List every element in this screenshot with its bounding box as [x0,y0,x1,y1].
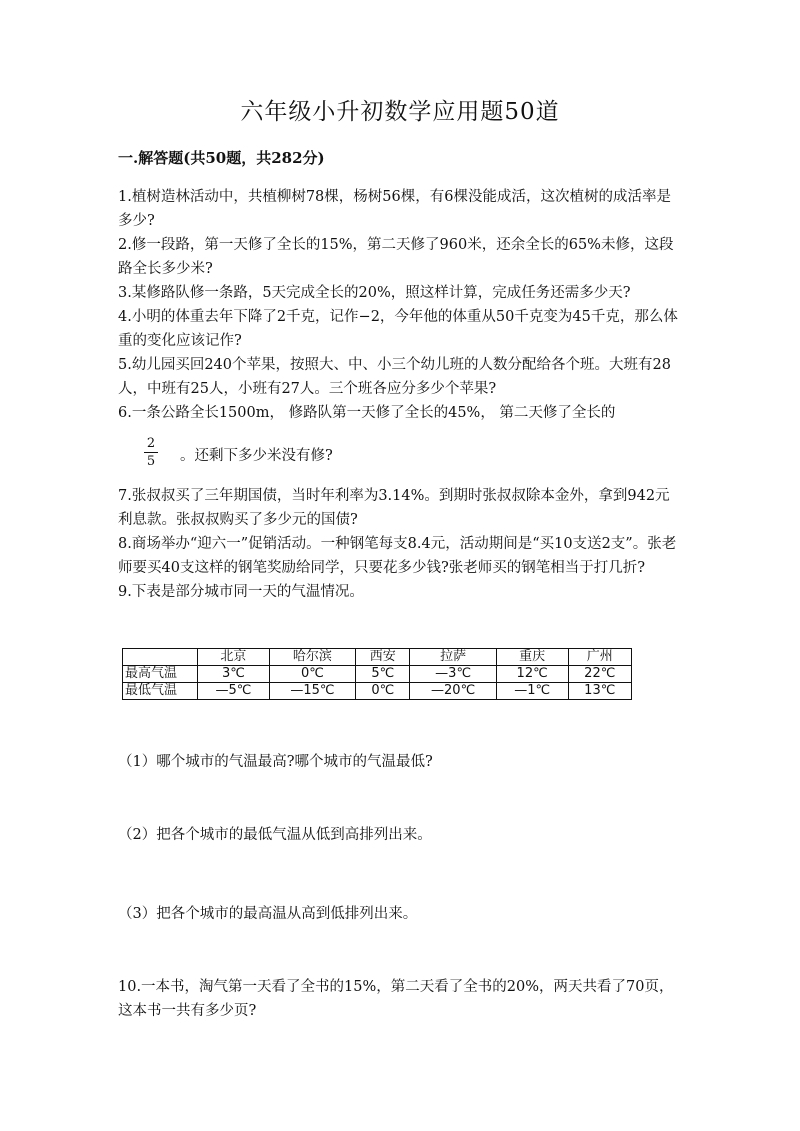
table-cell: —1℃ [496,683,568,700]
question-5: 5.幼儿园买回240个苹果，按照大、中、小三个幼儿班的人数分配给各个班。大班有28人，中班有25人，小班有27人。三个班各应分多少个苹果? [118,357,671,397]
table-cell: —20℃ [410,683,496,700]
section-heading: 一.解答题(共50题，共282分) [118,149,325,167]
table-header-cell: 拉萨 [410,649,496,666]
table-row [123,666,632,683]
question-2: 2.修一段路，第一天修了全长的15%，第二天修了960米，还余全长的65%未修，这段路全长多少米? [118,237,674,277]
table-header-cell: 哈尔滨 [269,649,355,666]
table-cell: —15℃ [269,683,355,700]
fraction-denominator: 5 [146,454,156,469]
table-cell: 13℃ [568,683,632,700]
question-6-rest: 。还剩下多少米没有修? [180,448,333,464]
page-title: 六年级小升初数学应用题50道 [240,99,560,125]
question-6: 6.一条公路全长1500m， 修路队第一天修了全长的45%， 第二天修了全长的 [118,405,616,421]
temperature-table [122,648,632,700]
table-cell: 5℃ [356,666,410,683]
fraction-numerator: 2 [146,436,156,451]
subquestion-2: （2）把各个城市的最低气温从低到高排列出来。 [118,827,432,843]
table-cell: 12℃ [496,666,568,683]
table-cell: —3℃ [410,666,496,683]
table-cell: 3℃ [198,666,270,683]
questions-1-6 [118,185,678,425]
table-cell: 0℃ [269,666,355,683]
table-header-cell: 西安 [356,649,410,666]
question-7: 7.张叔叔买了三年期国债，当时年利率为3.14%。到期时张叔叔除本金外，拿到942元利息款。张叔叔购买了多少元的国债? [118,488,670,528]
questions-7-9 [118,484,678,604]
table-header-cell: 重庆 [496,649,568,666]
table-cell: 22℃ [568,666,632,683]
subquestion-3: （3）把各个城市的最高温从高到低排列出来。 [118,906,418,922]
subquestion-1: （1）哪个城市的气温最高?哪个城市的气温最低? [118,754,433,770]
question-1: 1.植树造林活动中，共植柳树78棵，杨树56棵，有6棵没能成活，这次植树的成活率是多少? [118,189,671,229]
question-3: 3.某修路队修一条路，5天完成全长的20%，照这样计算，完成任务还需多少天? [118,285,631,301]
question-10: 10.一本书，淘气第一天看了全书的15%，第二天看了全书的20%，两天共看了70页，这本书一共有多少页? [118,979,674,1019]
question-4: 4.小明的体重去年下降了2千克，记作−2，今年他的体重从50千克变为45千克，那么体重的变化应该记作? [118,309,678,349]
table-header-row [123,649,632,666]
fraction-bar [144,452,158,453]
table-row [123,683,632,700]
table-header-cell: 广州 [568,649,632,666]
table-header-cell [123,649,198,666]
table-cell: 最高气温 [123,666,198,683]
table-header-cell: 北京 [198,649,270,666]
fraction-two-fifths [144,436,158,469]
table-cell: —5℃ [198,683,270,700]
table-cell: 0℃ [356,683,410,700]
question-8: 8.商场举办“迎六一”促销活动。一种钢笔每支8.4元，活动期间是“买10支送2支”。张老师要买40支这样的钢笔奖励给同学，只要花多少钱?张老师买的钢笔相当于打几折? [118,536,677,576]
question-9: 9.下表是部分城市同一天的气温情况。 [118,584,364,600]
table-cell: 最低气温 [123,683,198,700]
